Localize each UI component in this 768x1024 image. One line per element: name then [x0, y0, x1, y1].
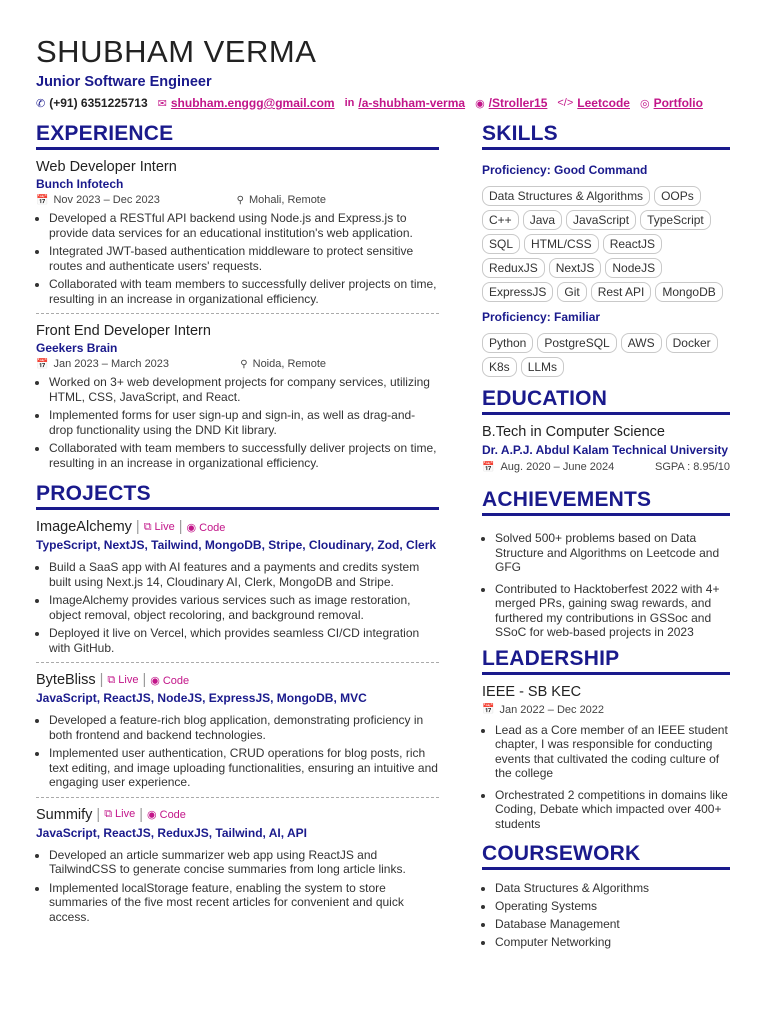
education-meta	[482, 461, 730, 473]
project-live-link[interactable]	[107, 674, 138, 687]
skill-chip: K8s	[482, 357, 517, 377]
project-live-link[interactable]	[104, 808, 135, 821]
skill-chip: Rest API	[591, 282, 652, 302]
list-item: • Implemented user authentication, CRUD operations for blog posts, rich text editing, and image uploading functionalities, ensuring an intuitive and engaging user experience.	[49, 746, 439, 790]
experience-entry	[36, 159, 439, 306]
resume-name: SHUBHAM VERMA	[36, 34, 317, 69]
skill-chip: Git	[557, 282, 586, 302]
list-item: • Collaborated with team members to successfully deliver projects on time, resulting in an increase in organizational efficiency.	[49, 277, 439, 306]
separator: |	[135, 519, 140, 535]
live-label: Live	[154, 520, 175, 533]
calendar-icon: 📅	[482, 462, 495, 473]
skill-chip: SQL	[482, 234, 520, 254]
skill-chip: MongoDB	[655, 282, 722, 302]
external-link-icon: ⧉	[143, 520, 152, 533]
leadership-heading: LEADERSHIP	[482, 647, 730, 675]
leadership-list	[482, 723, 730, 832]
code-label: Code	[199, 521, 226, 534]
project-bullets	[36, 713, 439, 790]
separator: |	[139, 806, 144, 823]
skill-chip: ExpressJS	[482, 282, 553, 302]
skill-chip: NextJS	[549, 258, 602, 278]
list-item: • Solved 500+ problems based on Data Structure and Algorithms on Leetcode and GFG	[495, 531, 730, 575]
linkedin-icon: in	[344, 97, 355, 109]
envelope-icon: ✉	[157, 97, 167, 110]
projects-heading: PROJECTS	[36, 482, 439, 510]
calendar-icon: 📅	[482, 704, 495, 715]
experience-dates: Nov 2023 – Dec 2023	[53, 194, 160, 206]
experience-entry	[36, 323, 439, 470]
list-item: • Build a SaaS app with AI features and a payments and credits system built using Next.js 14, Cloudinary AI, Clerk, MongoDB and Stripe.	[49, 560, 439, 589]
skill-chip: ReduxJS	[482, 258, 545, 278]
experience-bullets	[36, 375, 439, 470]
contact-email[interactable]	[158, 96, 335, 110]
project-tech-stack: TypeScript, NextJS, Tailwind, MongoDB, Stripe, Cloudinary, Zod, Clerk	[36, 538, 437, 552]
external-link-icon: ⧉	[104, 808, 113, 820]
skill-chip: NodeJS	[605, 258, 662, 278]
github-link[interactable]: /Stroller15	[488, 96, 548, 110]
project-header	[36, 807, 439, 823]
job-title: Junior Software Engineer	[36, 74, 212, 90]
code-icon: </>	[557, 97, 574, 109]
skill-group-label: Proficiency: Good Command	[482, 163, 648, 177]
skill-chip: C++	[482, 210, 519, 230]
calendar-icon: 📅	[36, 194, 49, 206]
experience-company: Bunch Infotech	[36, 177, 124, 191]
experience-company: Geekers Brain	[36, 341, 118, 355]
project-tech-stack: JavaScript, ReactJS, ReduxJS, Tailwind, AI, API	[36, 825, 307, 840]
experience-location: Mohali, Remote	[248, 194, 326, 206]
live-label: Live	[118, 673, 139, 686]
experience-heading: EXPERIENCE	[36, 122, 439, 150]
map-pin-icon: ⚲	[236, 194, 244, 206]
skill-chip: PostgreSQL	[537, 333, 616, 353]
list-item: • Developed a RESTful API backend using Node.js and Express.js to provide data services for an educational institution's web application.	[49, 211, 439, 240]
education-school: Dr. A.P.J. Abdul Kalam Technical University	[482, 443, 729, 457]
code-label: Code	[159, 809, 186, 821]
project-live-link[interactable]	[144, 521, 175, 534]
list-item: • Data Structures & Algorithms	[495, 879, 730, 897]
contact-phone[interactable]	[36, 96, 148, 110]
project-tech-stack: JavaScript, ReactJS, NodeJS, ExpressJS, MongoDB, MVC	[36, 691, 367, 705]
contact-portfolio[interactable]	[640, 96, 703, 110]
coursework-heading: COURSEWORK	[482, 842, 730, 870]
achievements-list	[482, 531, 730, 640]
experience-location: Noida, Remote	[252, 358, 326, 370]
github-icon: ◉	[150, 674, 160, 687]
project-header	[36, 672, 439, 688]
project-entry	[36, 807, 439, 925]
skill-chips	[482, 186, 730, 306]
list-item: • Contributed to Hacktoberfest 2022 with 4+ merged PRs, gaining swag rewards, and furthered my contributions in GSSoc and SSoC for web-based projects in 2023	[495, 582, 730, 640]
project-name: ImageAlchemy	[36, 519, 132, 535]
list-item: • Collaborated with team members to successfully deliver projects on time, resulting in an increase in organizational efficiency.	[49, 441, 439, 470]
list-item: • Implemented localStorage feature, enabling the system to store summaries of the five most recent articles for convenient and quick access.	[49, 881, 439, 925]
experience-bullets	[36, 211, 439, 306]
list-item: • Developed an article summarizer web app using ReactJS and TailwindCSS to generate concise summaries from long article links.	[49, 848, 439, 877]
divider	[36, 313, 439, 314]
experience-meta	[36, 358, 326, 370]
project-header	[36, 519, 439, 535]
map-pin-icon: ⚲	[240, 358, 248, 370]
skill-chip: Java	[523, 210, 562, 230]
skill-chip: Docker	[666, 333, 718, 353]
leetcode-link[interactable]: Leetcode	[577, 96, 630, 110]
skill-group-label: Proficiency: Familiar	[482, 310, 601, 324]
list-item: • Orchestrated 2 competitions in domains like Coding, Debate which impacted over 400+ students	[495, 788, 730, 832]
project-bullets	[36, 560, 439, 655]
project-name: ByteBliss	[36, 672, 96, 688]
education-heading: EDUCATION	[482, 387, 730, 415]
separator: |	[142, 672, 147, 688]
skill-chips	[482, 333, 730, 381]
list-item: • Deployed it live on Vercel, which provides seamless CI/CD integration with GitHub.	[49, 626, 439, 655]
list-item: • Computer Networking	[495, 933, 730, 951]
education-sgpa: SGPA : 8.95/10	[654, 461, 730, 473]
contact-leetcode[interactable]	[557, 96, 630, 110]
skill-chip: Python	[482, 333, 533, 353]
phone-icon: ✆	[36, 97, 46, 110]
list-item: • Worked on 3+ web development projects for company services, utilizing HTML, CSS, JavaScript, and React.	[49, 375, 439, 404]
leadership-org: IEEE - SB KEC	[482, 683, 582, 700]
linkedin-link[interactable]: /a-shubham-verma	[358, 96, 466, 110]
portfolio-link[interactable]: Portfolio	[653, 96, 703, 110]
contact-bar	[36, 96, 713, 110]
project-code-link[interactable]	[187, 521, 226, 534]
list-item: • Lead as a Core member of an IEEE student chapter, I was responsible for conducting events that cultivated the coding culture of the college	[495, 723, 730, 781]
contact-linkedin[interactable]	[345, 96, 465, 110]
separator: |	[178, 519, 183, 535]
list-item: • Database Management	[495, 915, 730, 933]
coursework-list	[482, 879, 730, 951]
project-bullets	[36, 848, 439, 925]
list-item: • Integrated JWT-based authentication middleware to protect sensitive routes and authenticate users' requests.	[49, 244, 439, 273]
skill-chip: AWS	[621, 333, 662, 353]
skill-chip: TypeScript	[640, 210, 711, 230]
project-code-link[interactable]	[147, 808, 186, 821]
right-column	[482, 122, 730, 951]
separator: |	[99, 672, 104, 688]
external-link-icon: ⧉	[107, 673, 116, 686]
skill-chip: OOPs	[654, 186, 701, 206]
separator: |	[96, 806, 101, 823]
skill-chip: JavaScript	[566, 210, 636, 230]
live-label: Live	[115, 808, 136, 820]
experience-meta	[36, 194, 326, 206]
leadership-dates: Jan 2022 – Dec 2022	[499, 703, 605, 716]
calendar-icon: 📅	[36, 358, 49, 370]
project-entry	[36, 519, 439, 655]
list-item: • ImageAlchemy provides various services such as image restoration, object removal, object recoloring, and background removal.	[49, 593, 439, 622]
phone-number: (+91) 6351225713	[49, 96, 148, 110]
left-column	[36, 122, 439, 928]
skill-chip: ReactJS	[603, 234, 662, 254]
experience-role: Front End Developer Intern	[36, 323, 211, 339]
project-entry	[36, 672, 439, 790]
skills-heading: SKILLS	[482, 122, 730, 150]
email-link[interactable]: shubham.enggg@gmail.com	[170, 96, 335, 110]
contact-github[interactable]	[475, 96, 547, 110]
achievements-heading: ACHIEVEMENTS	[482, 488, 730, 516]
project-code-link[interactable]	[150, 674, 189, 687]
github-icon: ◉	[147, 809, 157, 821]
experience-dates: Jan 2023 – March 2023	[53, 358, 170, 370]
divider	[36, 797, 439, 798]
github-icon: ◉	[186, 521, 197, 534]
skill-chip: LLMs	[521, 357, 564, 377]
experience-role: Web Developer Intern	[36, 159, 177, 175]
list-item: • Operating Systems	[495, 897, 730, 915]
education-dates: Aug. 2020 – June 2024	[500, 461, 615, 473]
skill-chip: Data Structures & Algorithms	[482, 186, 650, 206]
github-icon: ◉	[475, 97, 485, 110]
skill-chip: HTML/CSS	[524, 234, 599, 254]
globe-icon: ◎	[639, 97, 650, 110]
list-item: • Developed a feature-rich blog application, demonstrating proficiency in both frontend and backend technologies.	[49, 713, 439, 742]
education-degree: B.Tech in Computer Science	[482, 424, 665, 440]
list-item: • Implemented forms for user sign-up and sign-in, as well as drag-and-drop functionality using the DND Kit library.	[49, 408, 439, 437]
divider	[36, 662, 439, 663]
project-name: Summify	[36, 806, 93, 823]
code-label: Code	[162, 674, 190, 687]
leadership-meta	[482, 704, 730, 716]
